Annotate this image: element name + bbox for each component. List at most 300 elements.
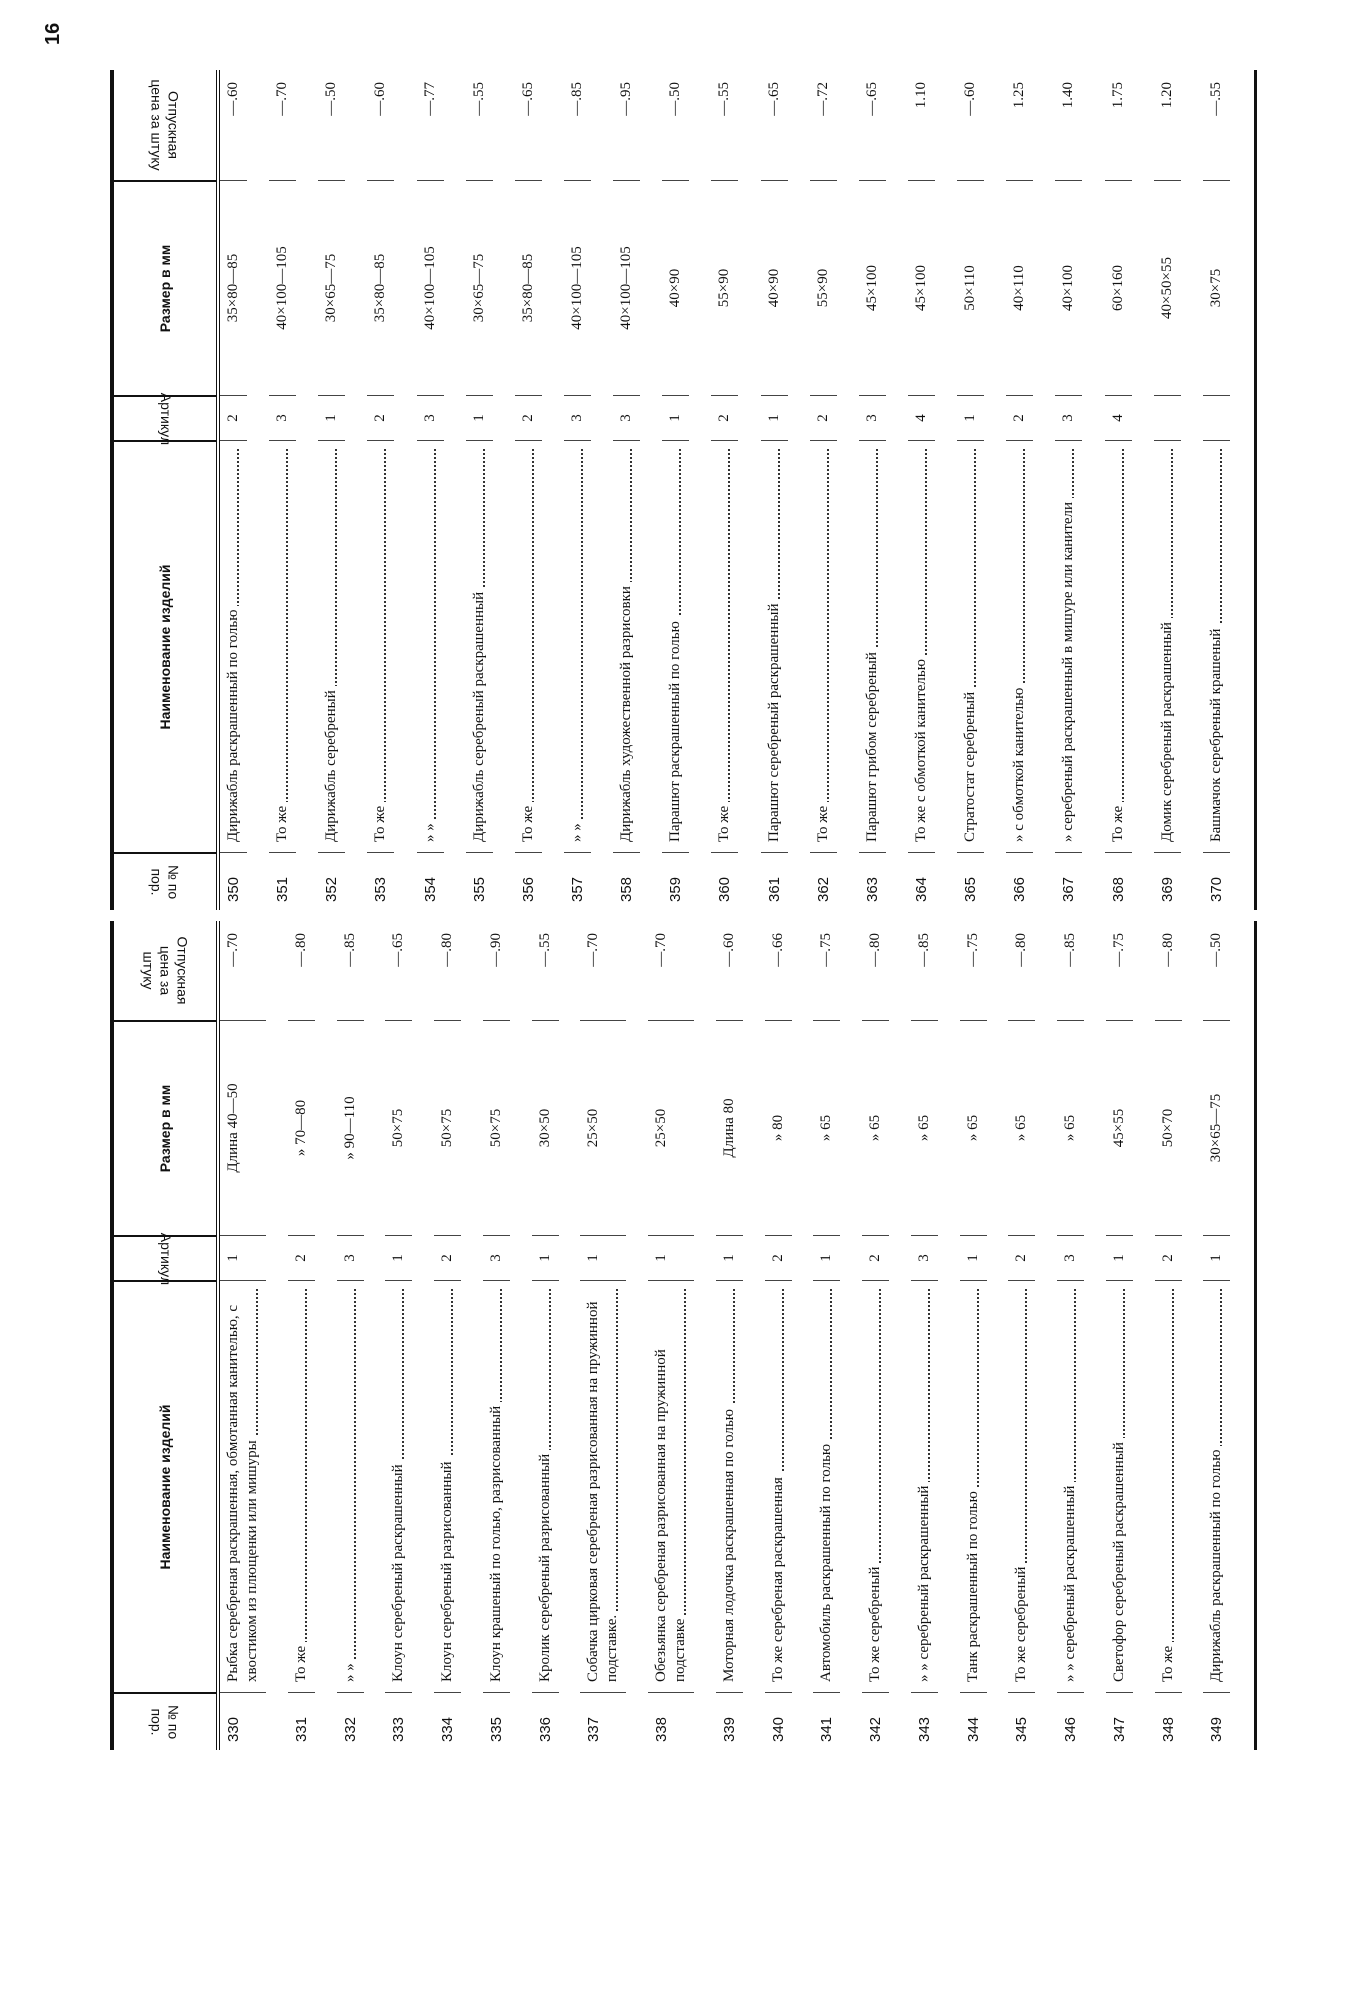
item-price [367, 70, 394, 180]
item-size [716, 1020, 743, 1235]
row-number-text: 353 [372, 876, 390, 902]
table-row [367, 70, 416, 910]
row-number-text: 343 [915, 1716, 933, 1742]
article-number-text: 1 [667, 414, 684, 422]
table-row [761, 70, 810, 910]
item-price [220, 70, 247, 180]
item-size-text: 45×100 [912, 265, 929, 311]
item-price-text: —.60 [372, 82, 389, 116]
article-number-text: 2 [1013, 1254, 1030, 1262]
item-name-text: » » [342, 1659, 358, 1682]
item-name [580, 1280, 626, 1692]
article-number-text: 3 [274, 414, 291, 422]
item-size [580, 1020, 626, 1235]
item-size [220, 180, 247, 395]
item-name-text: » » [569, 819, 585, 842]
item-name [483, 1280, 510, 1692]
article-number [220, 1235, 266, 1280]
item-name-text: Дирижабль раскрашенный по голью [225, 606, 241, 842]
row-number-text: 334 [439, 1716, 456, 1742]
item-price-text: —.55 [1207, 82, 1224, 116]
row-number [220, 1692, 266, 1750]
article-number [960, 1235, 987, 1280]
row-number-text: 352 [323, 876, 341, 902]
item-price [1008, 921, 1035, 1020]
article-number-text: 3 [421, 414, 438, 422]
item-size-text: 35×80—85 [519, 253, 536, 323]
article-number-text: 1 [323, 414, 340, 422]
article-number-text: 2 [1011, 414, 1028, 422]
item-size-text: 30×65—75 [1208, 1093, 1225, 1163]
article-number [466, 395, 493, 440]
item-name [613, 440, 640, 852]
item-name-text: » » серебреный раскрашенный [916, 1482, 932, 1682]
table-row [1155, 921, 1204, 1750]
item-size-text: 35×80—85 [372, 253, 389, 323]
row-number [765, 1692, 792, 1750]
item-price [515, 70, 542, 180]
article-number [1203, 395, 1230, 440]
row-number [515, 852, 542, 910]
item-name [765, 1280, 792, 1692]
row-number-text: 342 [867, 1716, 884, 1742]
item-size [765, 1020, 792, 1235]
item-size-text: 40×100—105 [274, 246, 291, 330]
article-number-text: 3 [341, 1254, 358, 1262]
item-name-text: Дирижабль серебреный [323, 686, 339, 842]
article-number-text: 2 [372, 414, 389, 422]
row-number [269, 852, 296, 910]
item-name [662, 440, 689, 852]
item-price-text: —.80 [1013, 933, 1030, 967]
article-number [648, 1235, 694, 1280]
row-number-text: 344 [964, 1716, 982, 1742]
table-row [564, 70, 613, 910]
item-name-text: То же [293, 1642, 309, 1682]
item-name-text: То же серебреная раскрашенная [770, 1473, 786, 1682]
row-number-text: 340 [769, 1716, 787, 1742]
item-size [711, 180, 738, 395]
item-size [761, 180, 788, 395]
item-size [957, 180, 984, 395]
item-name-text: Светофор серебреный раскрашенный [1111, 1438, 1127, 1682]
table-left [110, 921, 1257, 1750]
article-number [911, 1235, 938, 1280]
table-row [908, 70, 957, 910]
item-price [417, 70, 444, 180]
table-row [662, 70, 711, 910]
item-price [1154, 70, 1181, 180]
article-number-text: 1 [720, 1254, 737, 1262]
table-row [957, 70, 1006, 910]
article-number-text: 1 [536, 1254, 553, 1262]
article-number-text: 2 [1159, 1254, 1176, 1262]
row-number-text: 339 [720, 1716, 738, 1742]
item-price [911, 921, 938, 1020]
item-name-text: Дирижабль серебреный раскрашенный [471, 588, 487, 842]
item-price [613, 70, 640, 180]
item-price-text: —.55 [716, 82, 733, 116]
item-price-text: —.60 [720, 933, 737, 967]
article-number-text: 2 [292, 1254, 309, 1262]
article-number [613, 395, 640, 440]
item-price-text: —.77 [421, 82, 438, 116]
item-size [532, 1020, 559, 1235]
item-size [434, 1020, 461, 1235]
item-name-text: То же с обмоткой канителью [913, 655, 929, 842]
article-number-text: 1 [1208, 1254, 1225, 1262]
row-number-text: 363 [863, 876, 881, 902]
item-size [466, 180, 493, 395]
row-number-text: 341 [818, 1716, 836, 1742]
row-number-text: 348 [1159, 1716, 1177, 1742]
row-number [1008, 1692, 1035, 1750]
item-size [648, 1020, 694, 1235]
item-size-text: 50×75 [439, 1108, 455, 1148]
row-number [862, 1692, 889, 1750]
item-size [1203, 1020, 1230, 1235]
table-row [859, 70, 908, 910]
item-price-text: —.85 [915, 933, 932, 967]
item-name [862, 1280, 889, 1692]
item-price-text: —.90 [487, 933, 504, 967]
row-number [761, 852, 788, 910]
item-name-text: Парашют грибом серебреный [864, 648, 880, 842]
item-price [1106, 921, 1133, 1020]
item-size [288, 1020, 315, 1235]
article-number [957, 395, 984, 440]
article-number [318, 395, 345, 440]
item-name [1006, 440, 1033, 852]
item-size [862, 1020, 889, 1235]
item-price-text: 1.75 [1109, 82, 1126, 109]
header-size [114, 180, 216, 395]
article-number [813, 1235, 840, 1280]
article-number [564, 395, 591, 440]
table-row [1105, 70, 1154, 910]
item-size [613, 180, 640, 395]
header-num [114, 852, 216, 910]
header-article [114, 1232, 216, 1285]
row-number-text: 349 [1208, 1716, 1226, 1742]
item-size [385, 1020, 412, 1235]
item-name [385, 1280, 412, 1692]
article-number-text: 2 [519, 414, 536, 422]
article-number [1057, 1235, 1084, 1280]
item-name [957, 440, 984, 852]
header-size [114, 1020, 216, 1235]
header-price-label: Отпускная цена за штуку [140, 936, 191, 1005]
item-price [1055, 70, 1082, 180]
article-number-text: 2 [439, 1254, 455, 1262]
item-size [367, 180, 394, 395]
row-number-text: 361 [765, 876, 783, 902]
item-price [580, 921, 626, 1020]
row-number [908, 852, 935, 910]
header-article-label: Артикул [157, 1232, 174, 1285]
row-number [1055, 852, 1082, 910]
item-price [765, 921, 792, 1020]
item-price [318, 70, 345, 180]
item-name [908, 440, 935, 852]
item-size-text: » 65 [915, 1114, 932, 1142]
header-price [114, 921, 216, 1020]
row-number [580, 1692, 626, 1750]
item-size [1057, 1020, 1084, 1235]
item-price [761, 70, 788, 180]
row-number-text: 338 [653, 1716, 670, 1742]
row-number [1105, 852, 1132, 910]
item-price-text: —.60 [225, 82, 241, 116]
table-row [1006, 70, 1055, 910]
item-price-text: —.72 [814, 82, 831, 116]
item-size [908, 180, 935, 395]
row-number-text: 367 [1060, 876, 1078, 902]
item-price-text: —.75 [1110, 933, 1127, 967]
item-price [1155, 921, 1182, 1020]
table-row [1008, 921, 1057, 1750]
row-number [466, 852, 493, 910]
item-size-text: » 65 [1013, 1114, 1030, 1142]
item-name-text: » » серебреный раскрашенный [1062, 1482, 1078, 1682]
item-price [960, 921, 987, 1020]
item-name [466, 440, 493, 852]
article-number-text: 3 [487, 1254, 504, 1262]
item-price-text: —.75 [818, 933, 835, 967]
item-price [716, 921, 743, 1020]
item-size-text: 55×90 [716, 268, 733, 308]
article-number [1008, 1235, 1035, 1280]
item-price [337, 921, 364, 1020]
header-name [114, 1280, 216, 1692]
item-name-text: Танк раскрашенный по голью [965, 1487, 981, 1682]
item-size-text: » 65 [867, 1114, 883, 1142]
table-row [417, 70, 466, 910]
item-size-text: 50×75 [390, 1108, 407, 1148]
header-article [114, 392, 216, 445]
item-price [648, 921, 694, 1020]
item-price-text: —.70 [225, 933, 241, 967]
article-number [1105, 395, 1132, 440]
item-price-text: 1.25 [1011, 82, 1028, 109]
article-number [859, 395, 886, 440]
article-number [417, 395, 444, 440]
row-number-text: 347 [1110, 1716, 1128, 1742]
item-size-text: 40×100—105 [568, 246, 585, 330]
item-name [220, 440, 247, 852]
row-number-text: 354 [421, 876, 439, 902]
row-number [1155, 1692, 1182, 1750]
item-size-text: 30×65—75 [470, 253, 487, 323]
item-price-text: —.66 [769, 933, 786, 967]
item-name-text: Клоун крашеный по голью, разрисованный [488, 1402, 504, 1682]
item-size-text: Длина 80 [720, 1098, 737, 1158]
row-number-text: 350 [225, 876, 242, 902]
article-number [862, 1235, 889, 1280]
row-number-text: 360 [716, 876, 734, 902]
item-name-text: Клоун серебреный разрисованный [439, 1458, 455, 1683]
article-number [220, 395, 247, 440]
item-price [466, 70, 493, 180]
row-number [957, 852, 984, 910]
item-name-text: Дирижабль художественной разрисовки [618, 582, 634, 842]
row-number [859, 852, 886, 910]
row-number [662, 852, 689, 910]
item-price-text: —.65 [863, 82, 880, 116]
article-number-text: 1 [470, 414, 487, 422]
item-size-text: » 80 [769, 1114, 786, 1142]
row-number [1154, 852, 1181, 910]
table-row [911, 921, 960, 1750]
item-name [1203, 1280, 1230, 1692]
item-name-text: Кролик серебреный разрисованный [537, 1450, 553, 1682]
item-name-text: То же [520, 802, 536, 842]
item-size [1105, 180, 1132, 395]
item-price-text: —.65 [519, 82, 536, 116]
article-number-text: 2 [814, 414, 831, 422]
item-size-text: » 65 [818, 1114, 835, 1142]
item-price-text: —.85 [1062, 933, 1078, 967]
header-num-label: № по пор. [149, 864, 182, 900]
item-name [1155, 1280, 1182, 1692]
article-number [1006, 395, 1033, 440]
item-price-text: —.80 [439, 933, 455, 967]
item-size [220, 1020, 266, 1235]
table-row [1106, 921, 1155, 1750]
item-name [417, 440, 444, 852]
item-name-text: То же [815, 802, 831, 842]
item-size-text: 45×100 [863, 265, 880, 311]
article-number [1155, 1235, 1182, 1280]
item-size-text: 30×65—75 [323, 253, 340, 323]
item-name [1008, 1280, 1035, 1692]
item-name-text: Клоун серебреный раскрашенный [390, 1460, 406, 1682]
item-size [417, 180, 444, 395]
article-number-text: 1 [964, 1254, 981, 1262]
item-price-text: —.50 [323, 82, 340, 116]
item-name [813, 1280, 840, 1692]
item-size [1008, 1020, 1035, 1235]
table-row [711, 70, 760, 910]
article-number-text: 3 [618, 414, 635, 422]
article-number-text: 2 [867, 1254, 883, 1262]
item-size [1006, 180, 1033, 395]
article-number-text: 1 [585, 1254, 602, 1262]
article-number-text: 3 [568, 414, 585, 422]
item-size [483, 1020, 510, 1235]
row-number-text: 359 [667, 876, 685, 902]
item-price [810, 70, 837, 180]
item-price-text: —.50 [1208, 933, 1225, 967]
article-number-text: 3 [1060, 414, 1077, 422]
item-price-text: 1.40 [1060, 82, 1077, 109]
item-name [220, 1280, 266, 1692]
item-size [960, 1020, 987, 1235]
table-row [434, 921, 483, 1750]
table-row [765, 921, 814, 1750]
item-size-text: » 65 [1062, 1114, 1078, 1142]
item-name [288, 1280, 315, 1692]
item-name [716, 1280, 743, 1692]
item-price [859, 70, 886, 180]
item-size-text: 40×50×55 [1158, 257, 1175, 319]
table-row [483, 921, 532, 1750]
table-row [813, 921, 862, 1750]
row-number [1203, 852, 1230, 910]
article-number-text: 4 [1109, 414, 1126, 422]
row-number [434, 1692, 461, 1750]
row-number-text: 364 [912, 876, 930, 902]
item-size [564, 180, 591, 395]
table-row [269, 70, 318, 910]
page-number: 16 [42, 22, 64, 45]
table-row [532, 921, 581, 1750]
row-number [483, 1692, 510, 1750]
item-name-text: » серебреный раскрашенный в мишуре или канители [1060, 498, 1076, 842]
article-number [483, 1235, 510, 1280]
article-number [515, 395, 542, 440]
item-name-text: Автомобиль раскрашенный по голью [818, 1440, 834, 1682]
item-price [483, 921, 510, 1020]
article-number-text: 2 [225, 414, 241, 422]
item-size [1203, 180, 1230, 395]
table-row [220, 921, 288, 1750]
article-number [1154, 395, 1181, 440]
row-number-text: 335 [487, 1716, 505, 1742]
article-number [662, 395, 689, 440]
item-name [648, 1280, 694, 1692]
item-price-text: —.70 [274, 82, 291, 116]
item-size-text: 50×75 [487, 1108, 504, 1148]
item-name [1057, 1280, 1084, 1692]
item-name-text: То же [274, 802, 290, 842]
item-name-text: » с обмоткой канителью [1011, 684, 1027, 842]
table-row [515, 70, 564, 910]
header-article-label: Артикул [157, 392, 174, 445]
item-name [318, 440, 345, 852]
item-price-text: —.55 [470, 82, 487, 116]
item-name-text: То же [1160, 1642, 1176, 1682]
row-number [367, 852, 394, 910]
item-size-text: 50×70 [1159, 1108, 1176, 1148]
row-number [288, 1692, 315, 1750]
item-price-text: —.60 [962, 82, 979, 116]
item-price-text: —.65 [765, 82, 782, 116]
item-price-text: —.85 [341, 933, 358, 967]
item-name [859, 440, 886, 852]
item-size-text: 40×90 [667, 268, 684, 308]
item-size [337, 1020, 364, 1235]
item-price-text: 1.20 [1158, 82, 1175, 109]
row-number-text: 345 [1013, 1716, 1031, 1742]
row-number-text: 369 [1158, 876, 1176, 902]
item-size-text: 50×110 [962, 265, 979, 311]
header-size-label: Размер в мм [156, 244, 173, 333]
item-price [862, 921, 889, 1020]
item-size-text: » 65 [964, 1114, 981, 1142]
item-size-text: 35×80—85 [225, 253, 241, 323]
item-name-text: Башмачок серебреный крашеный [1208, 625, 1224, 842]
table-row [1055, 70, 1104, 910]
item-size-text: 30×50 [536, 1108, 553, 1148]
item-size-text: 55×90 [814, 268, 831, 308]
row-number [813, 1692, 840, 1750]
item-price-text: —.75 [964, 933, 981, 967]
item-size [1154, 180, 1181, 395]
row-number-text: 356 [519, 876, 537, 902]
item-name [1055, 440, 1082, 852]
item-price-text: —.65 [390, 933, 407, 967]
